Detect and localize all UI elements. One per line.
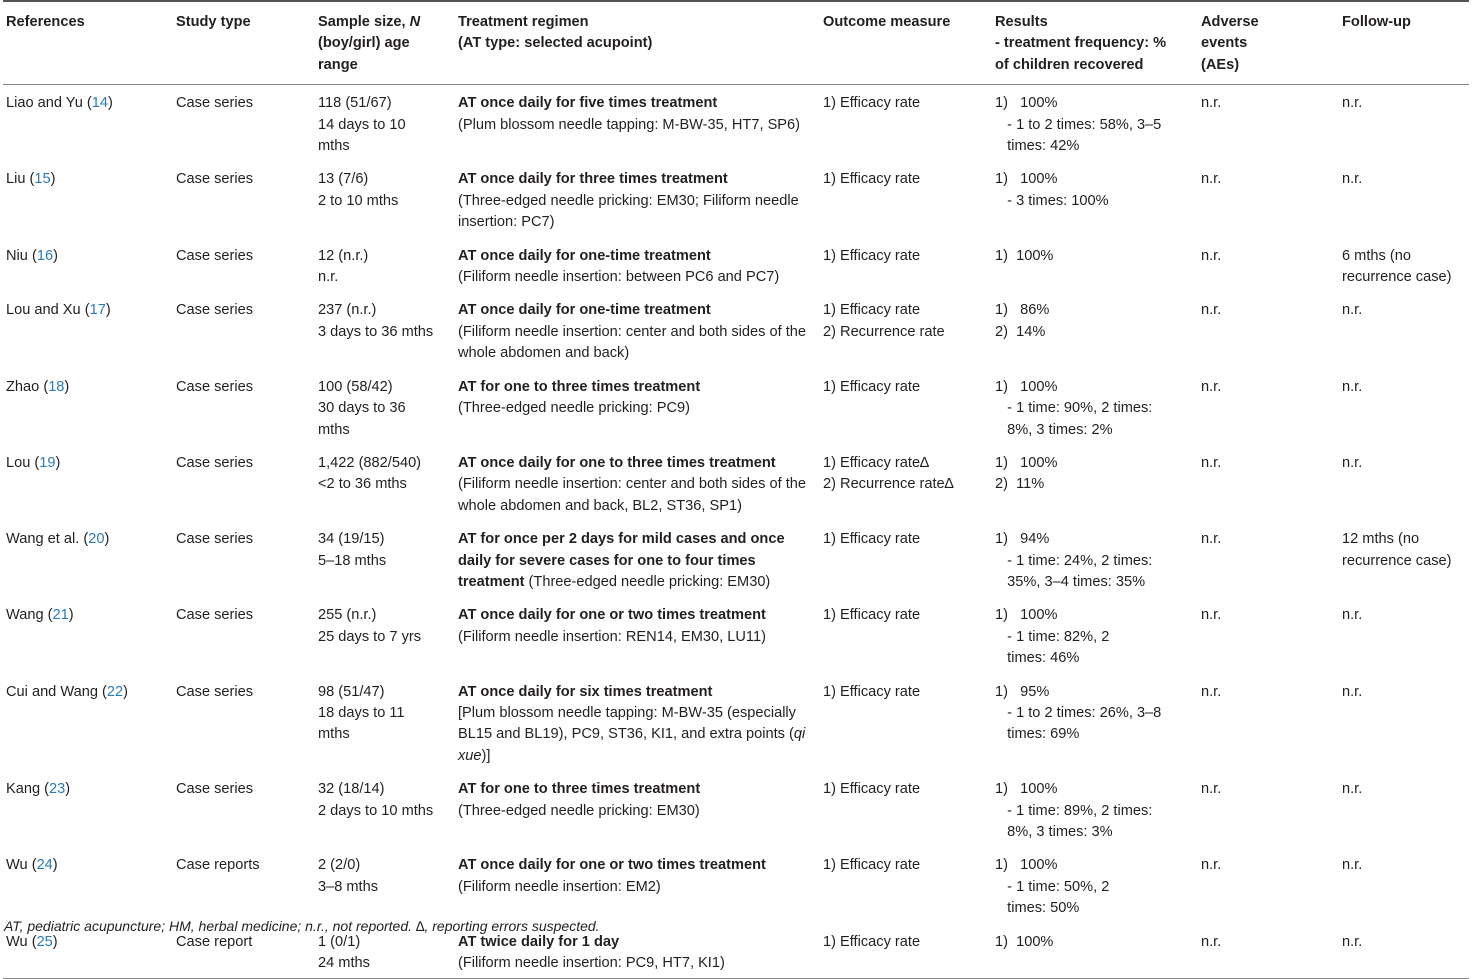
reference-cell: Niu (16) <box>6 247 58 264</box>
regimen-detail: (Three-edged needle pricking: EM30) <box>458 802 700 819</box>
sample-line: 18 days to 11 <box>318 704 405 721</box>
result-line: 35%, 3–4 times: 35% <box>995 573 1146 590</box>
table-row <box>3 85 1469 162</box>
results-cell <box>992 674 1198 772</box>
reference-cell: Cui and Wang (22) <box>6 683 128 700</box>
outcome-line: 2) Recurrence rate∆ <box>823 476 954 493</box>
study-table <box>3 0 1469 979</box>
regimen-detail: (Filiform needle insertion: center and both sides of the whole abdomen and back) <box>458 323 807 362</box>
sample-line: mths <box>318 726 350 743</box>
header-line: of children recovered <box>995 56 1144 73</box>
result-line: - 1 time: 90%, 2 times: <box>995 400 1153 417</box>
follow-up-cell: n.r. <box>1342 857 1363 874</box>
reference-cell: Lou (19) <box>6 454 61 471</box>
outcome-cell <box>820 85 992 162</box>
follow-up-cell: n.r. <box>1342 378 1363 395</box>
sample-line: n.r. <box>318 269 339 286</box>
treatment-regimen-cell <box>455 674 820 772</box>
adverse-events-cell: n.r. <box>1201 781 1222 798</box>
column-header <box>820 1 992 85</box>
follow-up-cell: n.r. <box>1342 933 1363 950</box>
study-type-cell: Case series <box>176 378 254 395</box>
sample-line: 98 (51/47) <box>318 683 385 700</box>
sample-line: 34 (19/15) <box>318 531 385 548</box>
author-name: Lou and Xu <box>6 302 81 319</box>
regimen-summary: AT once daily for six times treatment <box>458 683 713 700</box>
adverse-events-cell: n.r. <box>1201 302 1222 319</box>
outcome-cell <box>820 521 992 597</box>
header-line: Results <box>995 14 1048 30</box>
study-type-cell: Case series <box>176 531 254 548</box>
treatment-regimen-cell <box>455 445 820 521</box>
result-line: 8%, 3 times: 2% <box>995 421 1113 438</box>
author-name: Lou <box>6 454 31 471</box>
adverse-events-cell: n.r. <box>1201 857 1222 874</box>
sample-line: 2 to 10 mths <box>318 192 399 209</box>
outcome-line: 1) Efficacy rate <box>823 781 921 798</box>
author-name: Niu <box>6 247 28 264</box>
outcome-cell <box>820 238 992 293</box>
reference-cell: Wu (25) <box>6 933 58 950</box>
table-row <box>3 597 1469 673</box>
outcome-line: 1) Efficacy rate <box>823 531 921 548</box>
sample-size-cell <box>315 445 455 521</box>
result-line: 1) 100% <box>995 781 1058 798</box>
outcome-cell <box>820 445 992 521</box>
table-row <box>3 521 1469 597</box>
sample-line: 12 (n.r.) <box>318 247 369 264</box>
header-line: (AEs) <box>1201 56 1240 73</box>
treatment-regimen-cell <box>455 238 820 293</box>
header-line: Treatment regimen <box>458 14 589 30</box>
outcome-line: 2) Recurrence rate <box>823 323 945 340</box>
follow-up-cell: n.r. <box>1342 95 1363 112</box>
results-cell <box>992 85 1198 162</box>
header-line: (AT type: selected acupoint) <box>458 35 653 52</box>
adverse-events-cell: n.r. <box>1201 683 1222 700</box>
outcome-line: 1) Efficacy rate <box>823 247 921 264</box>
column-header <box>992 1 1198 85</box>
reference-link: 22 <box>106 683 124 700</box>
results-cell <box>992 847 1198 923</box>
treatment-regimen-cell <box>455 771 820 847</box>
reference-link: 24 <box>36 857 53 874</box>
outcome-cell <box>820 674 992 772</box>
sample-line: 32 (18/14) <box>318 781 385 798</box>
adverse-events-cell: n.r. <box>1201 247 1222 264</box>
follow-up-cell: n.r. <box>1342 683 1363 700</box>
header-line: Outcome measure <box>823 14 951 30</box>
result-line: times: 50% <box>995 900 1080 917</box>
sample-size-cell <box>315 847 455 923</box>
outcome-cell <box>820 597 992 673</box>
result-line: - 1 to 2 times: 26%, 3–8 <box>995 704 1162 721</box>
regimen-detail: (Three-edged needle pricking: EM30; Filiform needle insertion: PC7) <box>458 192 799 231</box>
result-line: 1) 95% <box>995 683 1050 700</box>
adverse-events-cell: n.r. <box>1201 171 1222 188</box>
results-cell <box>992 161 1198 237</box>
sample-line: 2 (2/0) <box>318 857 361 874</box>
sample-size-cell <box>315 161 455 237</box>
reference-link: 20 <box>88 531 105 548</box>
results-cell <box>992 292 1198 368</box>
result-line: - 1 time: 24%, 2 times: <box>995 552 1153 569</box>
reference-cell: Liao and Yu (14) <box>6 95 113 112</box>
regimen-summary: AT once daily for one-time treatment <box>458 302 711 319</box>
result-line: times: 42% <box>995 138 1080 155</box>
table-body <box>3 85 1469 979</box>
sample-line: <2 to 36 mths <box>318 476 407 493</box>
table-row <box>3 292 1469 368</box>
reference-cell: Liu (15) <box>6 171 56 188</box>
regimen-detail: (Filiform needle insertion: between PC6 and PC7) <box>458 269 780 286</box>
results-cell <box>992 771 1198 847</box>
result-line: 2) 11% <box>995 476 1045 493</box>
outcome-cell <box>820 771 992 847</box>
outcome-cell <box>820 924 992 979</box>
regimen-detail: (Filiform needle insertion: EM2) <box>458 878 661 895</box>
reference-link: 23 <box>49 781 66 798</box>
reference-link: 21 <box>52 607 69 624</box>
sample-line: 30 days to 36 <box>318 400 406 417</box>
result-line: - 1 to 2 times: 58%, 3–5 <box>995 116 1162 133</box>
outcome-cell <box>820 292 992 368</box>
author-name: Liu <box>6 171 26 188</box>
sample-size-cell <box>315 369 455 445</box>
result-line: - 3 times: 100% <box>995 192 1109 209</box>
sample-line: 5–18 mths <box>318 552 387 569</box>
treatment-regimen-cell <box>455 597 820 673</box>
column-header <box>455 1 820 85</box>
treatment-regimen-cell <box>455 369 820 445</box>
reference-link: 17 <box>89 302 106 319</box>
sample-line: 118 (51/67) <box>318 95 392 112</box>
follow-up-cell: n.r. <box>1342 607 1363 624</box>
header-line: References <box>6 14 85 30</box>
treatment-regimen-cell <box>455 847 820 923</box>
reference-cell: Wang (21) <box>6 607 74 624</box>
sample-size-cell <box>315 521 455 597</box>
header-line: - treatment frequency: % <box>995 35 1167 52</box>
sample-size-cell <box>315 597 455 673</box>
header-line: (boy/girl) age <box>318 35 410 52</box>
outcome-line: 1) Efficacy rate <box>823 378 921 395</box>
sample-line: 13 (7/6) <box>318 171 369 188</box>
sample-size-cell <box>315 292 455 368</box>
header-line: Follow-up <box>1342 14 1411 30</box>
regimen-summary: AT once daily for one or two times treatment <box>458 607 766 624</box>
sample-size-cell <box>315 238 455 293</box>
reference-link: 18 <box>48 378 65 395</box>
result-line: 1) 94% <box>995 531 1050 548</box>
result-line: 1) 100% <box>995 857 1058 874</box>
regimen-detail: (Three-edged needle pricking: PC9) <box>458 400 691 417</box>
reference-link: 14 <box>91 95 108 112</box>
regimen-detail-italic: qi xue <box>458 726 806 764</box>
outcome-line: 1) Efficacy rate <box>823 171 921 188</box>
results-cell <box>992 521 1198 597</box>
column-header <box>315 1 455 85</box>
results-cell <box>992 445 1198 521</box>
result-line: 1) 100% <box>995 454 1058 471</box>
header-line: Sample size, N <box>318 14 421 30</box>
outcome-line: 1) Efficacy rate∆ <box>823 454 929 471</box>
result-line: 2) 14% <box>995 323 1046 340</box>
reference-cell: Kang (23) <box>6 781 71 798</box>
regimen-summary: AT twice daily for 1 day <box>458 933 620 950</box>
study-type-cell: Case reports <box>176 857 260 874</box>
sample-size-cell <box>315 771 455 847</box>
follow-up-cell: 12 mths (no recurrence case) <box>1342 531 1452 569</box>
study-type-cell: Case series <box>176 302 254 319</box>
sample-line: 3 days to 36 mths <box>318 323 434 340</box>
adverse-events-cell: n.r. <box>1201 933 1222 950</box>
follow-up-cell: 6 mths (no recurrence case) <box>1342 247 1452 286</box>
sample-line: 100 (58/42) <box>318 378 393 395</box>
study-type-cell: Case series <box>176 247 254 264</box>
outcome-line: 1) Efficacy rate <box>823 683 921 700</box>
results-cell <box>992 924 1198 979</box>
regimen-detail: [Plum blossom needle tapping: M-BW-35 (especially BL15 and BL19), PC9, ST36, KI1, and extra points ( <box>458 704 796 743</box>
regimen-summary: AT for one to three times treatment <box>458 781 701 798</box>
author-name: Cui and Wang <box>6 683 98 700</box>
results-cell <box>992 369 1198 445</box>
regimen-detail: (Filiform needle insertion: REN14, EM30, LU11) <box>458 628 766 645</box>
sample-line: 14 days to 10 <box>318 116 406 133</box>
study-type-cell: Case series <box>176 171 254 188</box>
table-header-row <box>3 1 1469 85</box>
table-row <box>3 369 1469 445</box>
follow-up-cell: n.r. <box>1342 171 1363 188</box>
outcome-line: 1) Efficacy rate <box>823 607 921 624</box>
sample-line: 1,422 (882/540) <box>318 454 422 471</box>
study-type-cell: Case series <box>176 95 254 112</box>
follow-up-cell: n.r. <box>1342 454 1363 471</box>
result-line: - 1 time: 89%, 2 times: <box>995 802 1153 819</box>
table-row <box>3 238 1469 293</box>
outcome-line: 1) Efficacy rate <box>823 933 921 950</box>
author-name: Wang <box>6 607 44 624</box>
result-line: 1) 100% <box>995 607 1058 624</box>
adverse-events-cell: n.r. <box>1201 531 1222 548</box>
sample-line: 2 days to 10 mths <box>318 802 434 819</box>
adverse-events-cell: n.r. <box>1201 454 1222 471</box>
adverse-events-cell: n.r. <box>1201 378 1222 395</box>
reference-link: 25 <box>36 933 53 950</box>
outcome-cell <box>820 161 992 237</box>
follow-up-cell: n.r. <box>1342 781 1363 798</box>
regimen-summary: AT for once per 2 days for mild cases and once daily for severe cases for one to four times treatment <box>458 531 785 590</box>
regimen-summary: AT once daily for five times treatment <box>458 95 718 112</box>
sample-line: 1 (0/1) <box>318 933 361 950</box>
column-header <box>1198 1 1339 85</box>
regimen-detail: (Filiform needle insertion: PC9, HT7, KI1) <box>458 955 725 972</box>
sample-line: mths <box>318 138 350 155</box>
study-type-cell: Case report <box>176 933 253 950</box>
reference-link: 16 <box>36 247 54 264</box>
author-name: Kang <box>6 781 41 798</box>
outcome-cell <box>820 847 992 923</box>
adverse-events-cell: n.r. <box>1201 95 1222 112</box>
treatment-regimen-cell <box>455 161 820 237</box>
result-line: 8%, 3 times: 3% <box>995 824 1113 840</box>
study-type-cell: Case series <box>176 683 254 700</box>
column-header <box>3 1 173 85</box>
sample-line: 3–8 mths <box>318 878 379 895</box>
treatment-regimen-cell <box>455 85 820 162</box>
result-line: 1) 86% <box>995 302 1050 319</box>
header-line: Adverse <box>1201 14 1259 30</box>
regimen-detail: (Three-edged needle pricking: EM30) <box>524 573 771 590</box>
results-cell <box>992 238 1198 293</box>
reference-link: 15 <box>34 171 51 188</box>
sample-size-cell <box>315 674 455 772</box>
study-type-cell: Case series <box>176 607 254 624</box>
reference-cell: Wang et al. (20) <box>6 531 110 548</box>
regimen-detail: )] <box>481 747 491 764</box>
sample-size-cell <box>315 85 455 162</box>
regimen-detail: (Filiform needle insertion: center and both sides of the whole abdomen and back, BL2, ST36, SP1) <box>458 476 807 514</box>
result-line: times: 46% <box>995 650 1080 667</box>
study-type-cell: Case series <box>176 781 254 798</box>
regimen-detail: (Plum blossom needle tapping: M-BW-35, HT7, SP6) <box>458 116 801 133</box>
reference-link: 19 <box>39 454 56 471</box>
author-name: Wang et al. <box>6 531 80 548</box>
author-name: Zhao <box>6 378 40 395</box>
table-row <box>3 445 1469 521</box>
result-line: 1) 100% <box>995 247 1054 264</box>
result-line: - 1 time: 50%, 2 <box>995 878 1110 895</box>
sample-line: 25 days to 7 yrs <box>318 628 422 645</box>
study-type-cell: Case series <box>176 454 254 471</box>
column-header <box>173 1 315 85</box>
outcome-cell <box>820 369 992 445</box>
outcome-line: 1) Efficacy rate <box>823 302 921 319</box>
reference-cell: Zhao (18) <box>6 378 70 395</box>
results-cell <box>992 597 1198 673</box>
treatment-regimen-cell <box>455 292 820 368</box>
reference-cell: Wu (24) <box>6 857 58 874</box>
table-row <box>3 771 1469 847</box>
header-line: range <box>318 56 358 73</box>
reference-cell: Lou and Xu (17) <box>6 302 111 319</box>
regimen-summary: AT once daily for three times treatment <box>458 171 728 188</box>
table-row <box>3 847 1469 923</box>
result-line: times: 69% <box>995 726 1080 743</box>
table-footnote: AT, pediatric acupuncture; HM, herbal medicine; n.r., not reported. ∆, reporting errors suspected. <box>4 918 600 934</box>
follow-up-cell: n.r. <box>1342 302 1363 319</box>
sample-line: 237 (n.r.) <box>318 302 377 319</box>
column-header <box>1339 1 1469 85</box>
sample-line: 24 mths <box>318 955 370 972</box>
adverse-events-cell: n.r. <box>1201 607 1222 624</box>
result-line: - 1 time: 82%, 2 <box>995 628 1110 645</box>
author-name: Wu <box>6 857 28 874</box>
author-name: Liao and Yu <box>6 95 83 112</box>
regimen-summary: AT once daily for one or two times treatment <box>458 857 766 874</box>
regimen-summary: AT once daily for one-time treatment <box>458 247 711 264</box>
sample-line: 255 (n.r.) <box>318 607 377 624</box>
regimen-summary: AT for one to three times treatment <box>458 378 701 395</box>
result-line: 1) 100% <box>995 171 1058 188</box>
outcome-line: 1) Efficacy rate <box>823 857 921 874</box>
regimen-summary: AT once daily for one to three times treatment <box>458 454 776 471</box>
header-line: Study type <box>176 14 251 30</box>
header-line: events <box>1201 35 1248 52</box>
result-line: 1) 100% <box>995 95 1058 112</box>
treatment-regimen-cell <box>455 521 820 597</box>
result-line: 1) 100% <box>995 378 1058 395</box>
table-row <box>3 161 1469 237</box>
outcome-line: 1) Efficacy rate <box>823 95 921 112</box>
table-row <box>3 674 1469 772</box>
sample-line: mths <box>318 421 350 438</box>
author-name: Wu <box>6 933 28 950</box>
result-line: 1) 100% <box>995 933 1054 950</box>
